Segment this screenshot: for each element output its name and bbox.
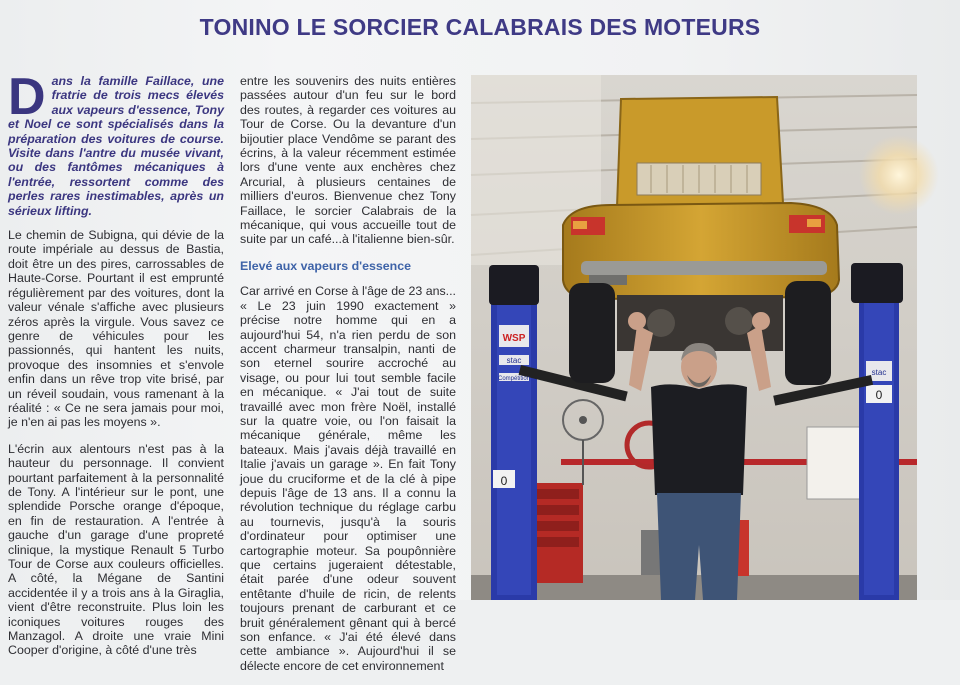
- drop-cap: D: [8, 68, 46, 126]
- ceiling-lamp-icon: [859, 135, 939, 215]
- article-column-1: [8, 68, 224, 670]
- paragraph: Car arrivé en Corse à l'âge de 23 ans... « Le 23 juin 1990 exactement » précise notre homme qui en a aujourd'hui 54, n'a rien perdu de son accent charmeur transalpin, nanti de son eternel sourire accroché au visage, ou pour lui tout semble facile en mécanique. « J'ai tout de suite travaillé avec mon frère Noël, installé sur la quatre voie, ou l'on faisait la mécanique générale, même les bateaux. Mais j'avais déjà travaillé en Italie j'avais un garage ». En fait Tony joue du cruciforme et de la clé à pipe depuis l'âge de 13 ans. Il a connu la révolution technique du réglage carbu au tournevis, jusqu'à la souris d'ordinateur pour optimiser une cartographie moteur. Sa poupônnière que certains jugeraient détestable, était parée d'une odeur souvent entêtante d'huile de ricin, de relents toujours prenant de carburant et ce bruit généralement gênant qui à bercé son enfance. « J'ai été élevé dans cette ambiance ». Aujourd'hui il se délecte encore de cet environnement: [240, 284, 456, 673]
- lift-label-right: stac: [871, 368, 887, 377]
- section-subhead: Elevé aux vapeurs d'essence: [240, 258, 412, 273]
- paragraph: L'écrin aux alentours n'est pas à la hauteur du personnage. Il convient pourtant parfaitement à la personnalité de Tony. A l'intérieur sur le pont, une splendide Porsche orange d'époque, en fin de restauration. A l'entrée à gauche d'un garage d'une propreté clinique, la mystique Renault 5 Turbo Tour de Corse aux couleurs officielles. A côté, la Mégane de Santini accidentée il y a trois ans à la Giraglia, vient d'être reconstruite. Plus loin les iconiques voitures rouges des Manzagol. A droite une vraie Mini Cooper d'origine, à côté d'une très: [8, 441, 224, 658]
- article-headline: TONINO LE SORCIER CALABRAIS DES MOTEURS: [199, 14, 761, 40]
- lift-number-right: 0: [875, 388, 883, 402]
- lift-brand-left: WSP: [502, 333, 526, 344]
- lift-label-left: stac: [506, 356, 522, 365]
- intro-text: ans la famille Faillace, une fratrie de trois mecs élevés aux vapeurs d'essence, Tony et Noel ce sont spécialisés dans la préparation des voitures de course. Visite dans l'antre du musée vivant, ou des fantômes mécaniques à l'entrée, ressortent comme des perles rares inestimables, après un sérieux lifting.: [8, 74, 224, 218]
- garage-photo-illustration: [471, 75, 917, 600]
- article-intro: [8, 68, 224, 218]
- garage-photo: [471, 75, 917, 600]
- article-column-2: [240, 74, 456, 685]
- paragraph: entre les souvenirs des nuits entières passées autour d'un feu sur le bord des routes, à regarder ces voitures au Tour de Corse. Ou la devanture d'un bijoutier place Vendôme se parant des écrins, à la valeur récemment estimée lors d'une vente aux enchères chez Arcurial, à plusieurs centaines de milliers d'euros. Bienvenue chez Tony Faillace, le sorcier Calabrais de la mécanique, qui vous accueille tout de suite par un café...à l'italienne bien-sûr.: [240, 74, 456, 247]
- lift-label-left-2: Compétition: [497, 376, 531, 382]
- lift-number-left: 0: [500, 474, 508, 488]
- paragraph: Le chemin de Subigna, qui dévie de la route impériale au dessus de Bastia, doit être un des pires, carrossables de Haute-Corse. Pourtant il est emprunté régulièrement par des voitures, dont la valeur vénale s'affiche avec plusieurs zéros après la virgule. Vous savez ce genre de véhicules pour les passionnés, qui hantent les nuits, provoque des insomnies et s'envole enfin dans un rêve trop vite brisé, par un réveil soudain, vous ramenant à la réalité : « Ce ne sera jamais pour moi, je n'en ai pas les moyens ».: [8, 228, 224, 430]
